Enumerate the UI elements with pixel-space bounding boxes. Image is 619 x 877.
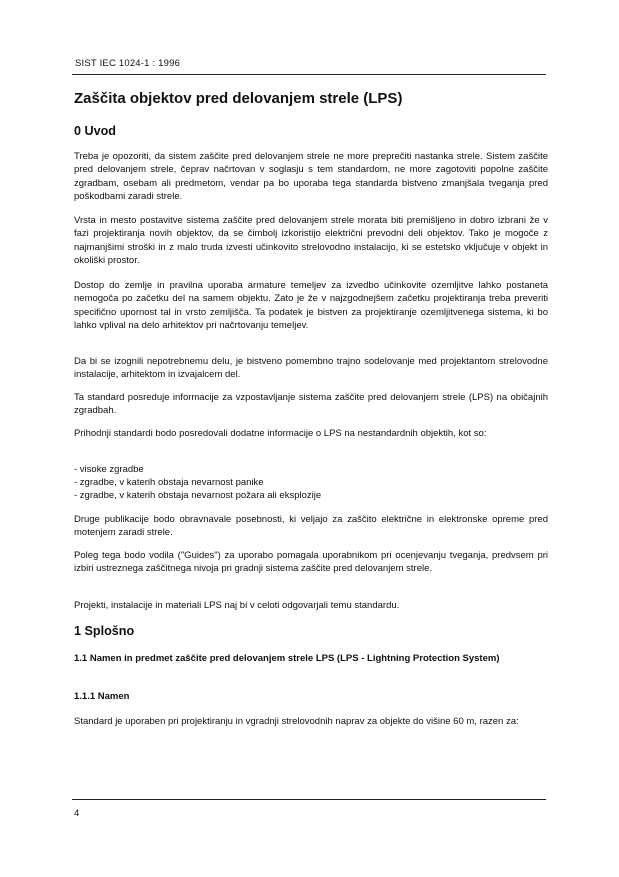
list-item: - visoke zgradbe — [74, 464, 144, 475]
page-number: 4 — [74, 808, 80, 819]
footer-rule — [72, 799, 546, 800]
paragraph-6: Prihodnji standardi bodo posredovali dodatne informacije o LPS na nestandardnih objektih, kot so: — [74, 428, 487, 439]
subsubsection-heading-1-1-1: 1.1.1 Namen — [74, 691, 130, 702]
paragraph-3: Dostop do zemlje in pravilna uporaba armature temeljev za izvedbo učinkovite ozemljitve lahko postaneta nemogoča po začetku del na samem objektu. Zato je že v najzgodnejšem začetku projektiranja treba preveriti specifično upornost tal in vrsto zemljišča. Ta podatek je bistven za projektiranje ozemljitvenega sistema, ki bo lahko vplival na delo arhitektov pri načrtovanju temeljev. — [74, 280, 548, 332]
paragraph-7: Druge publikacije bodo obravnavale posebnosti, ki veljajo za zaščito električne in elektronske opreme pred motenjem zaradi strele. — [74, 514, 548, 539]
paragraph-9: Projekti, instalacije in materiali LPS naj bi v celoti odgovarjali temu standardu. — [74, 600, 400, 611]
paragraph-10: Standard je uporaben pri projektiranju in vgradnji strelovodnih naprav za objekte do višine 60 m, razen za: — [74, 716, 519, 727]
paragraph-2: Vrsta in mesto postavitve sistema zaščite pred delovanjem strele morata biti premišljeno in dobro izbrani že v fazi projektiranja novih objektov, da se čimbolj izkoristijo električni prevodni deli objektov. Tako je mogoče z najmanjšimi stroški in z malo truda izvesti učinkovito strelovodno instalacijo, ki se estetsko vključuje v objekt in okoliški prostor. — [74, 215, 548, 267]
list-item: - zgradbe, v katerih obstaja nevarnost panike — [74, 477, 264, 488]
paragraph-5: Ta standard posreduje informacije za vzpostavljanje sistema zaščite pred delovanjem strele (LPS) na običajnih zgradbah. — [74, 392, 548, 417]
document-header-id: SIST IEC 1024-1 : 1996 — [75, 58, 181, 69]
subsection-heading-1-1: 1.1 Namen in predmet zaščite pred delovanjem strele LPS (LPS - Lightning Protection System) — [74, 653, 500, 664]
paragraph-1: Treba je opozoriti, da sistem zaščite pred delovanjem strele ne more preprečiti nastanka strele. Sistem zaščite pred delovanjem strele, čeprav načrtovan v soglasju s tem standardom, ne more zagotoviti popolne zaščite zgradbam, osebam ali predmetom, vendar pa bo uporaba tega standarda bistveno zmanjšala tveganja pred poškodbami zaradi strele. — [74, 151, 548, 203]
section-heading-splosno: 1 Splošno — [74, 624, 135, 638]
section-heading-uvod: 0 Uvod — [74, 124, 116, 138]
paragraph-8: Poleg tega bodo vodila ("Guides") za uporabo pomagala uporabnikom pri ocenjevanju tveganja, predvsem pri izbiri ustreznega zaščitnega nivoja pri gradnji sistema zaščite pred delovanjem strele. — [74, 550, 548, 575]
header-rule — [72, 74, 546, 75]
paragraph-4: Da bi se izognili nepotrebnemu delu, je bistveno pomembno trajno sodelovanje med projektantom strelovodne instalacije, arhitektom in izvajalcem del. — [74, 356, 548, 381]
list-item: - zgradbe, v katerih obstaja nevarnost požara ali eksplozije — [74, 490, 322, 501]
page-title: Zaščita objektov pred delovanjem strele (LPS) — [74, 90, 403, 107]
